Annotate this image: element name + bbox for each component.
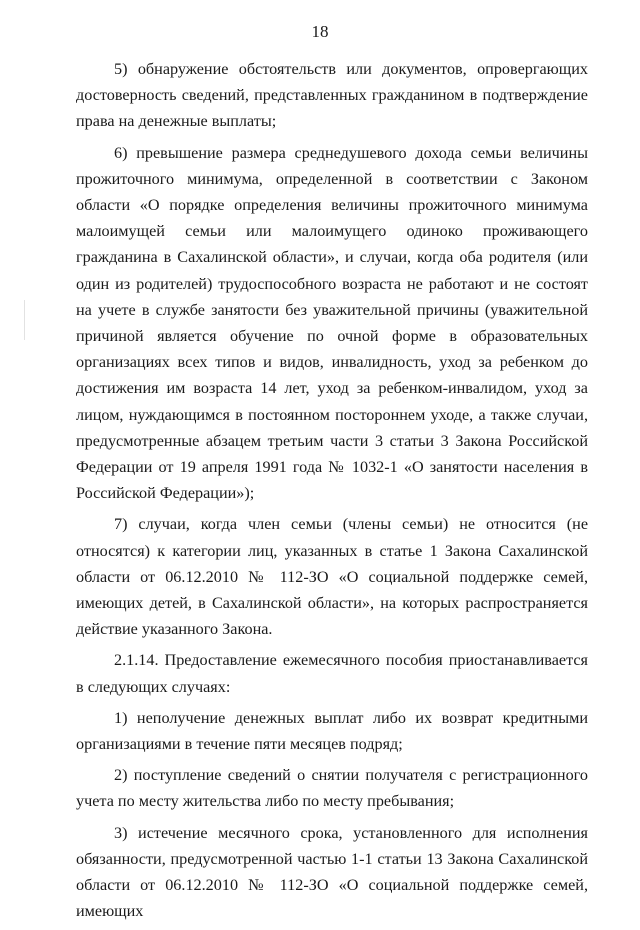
scan-edge-mark [24,300,25,340]
page-number: 18 [311,22,329,41]
suspension-item-3: 3) истечение месячного срока, установленного для исполнения обязанности, предусмотренной частью 1-1 статьи 13 Закона Сахалинской области от 06.12.2010 № 112-ЗО «О социальной поддержке семей, имеющих [76,823,588,921]
item-7-paragraph: 7) случаи, когда член семьи (члены семьи) не относится (не относятся) к категории лиц, указанных в статье 1 Закона Сахалинской области от 06.12.2010 № 112-ЗО «О социальной поддержке семей, имеющих детей, в Сахалинской области», на которых распространяется действие указанного Закона. [76,515,588,639]
document-body [76,56,588,930]
suspension-item-1: 1) неполучение денежных выплат либо их возврат кредитными организациями в течение пяти месяцев подряд; [76,708,588,754]
section-2-1-14-heading: 2.1.14. Предоставление ежемесячного пособия приостанавливается в следующих случаях: [76,651,588,696]
item-5-paragraph: 5) обнаружение обстоятельств или документов, опровергающих достоверность сведений, представленных гражданином в подтверждение права на денежные выплаты; [76,60,588,131]
suspension-item-2: 2) поступление сведений о снятии получателя с регистрационного учета по месту жительства либо по месту пребывания; [76,766,588,811]
item-6-paragraph: 6) превышение размера среднедушевого дохода семьи величины прожиточного минимума, определенной в соответствии с Законом области «О порядке определения величины прожиточного минимума малоимущей семьи или малоимущего одиноко проживающего гражданина в Сахалинской области», и случаи, когда оба родителя (или один из родителей) трудоспособного возраста не работают и не состоят на учете в службе занятости без уважительной причины (уважительной причиной является обучение по очной форме в образовательных организациях всех типов и видов, инвалидность, уход за ребенком до достижения им возраста 14 лет, уход за ребенком-инвалидом, уход за лицом, нуждающимся в постоянном постороннем уходе, а также случаи, предусмотренные абзацем третьим части 3 статьи 3 Закона Российской Федерации от 19 апреля 1991 года № 1032-1 «О занятости населения в Российской Федерации»); [76,143,588,503]
